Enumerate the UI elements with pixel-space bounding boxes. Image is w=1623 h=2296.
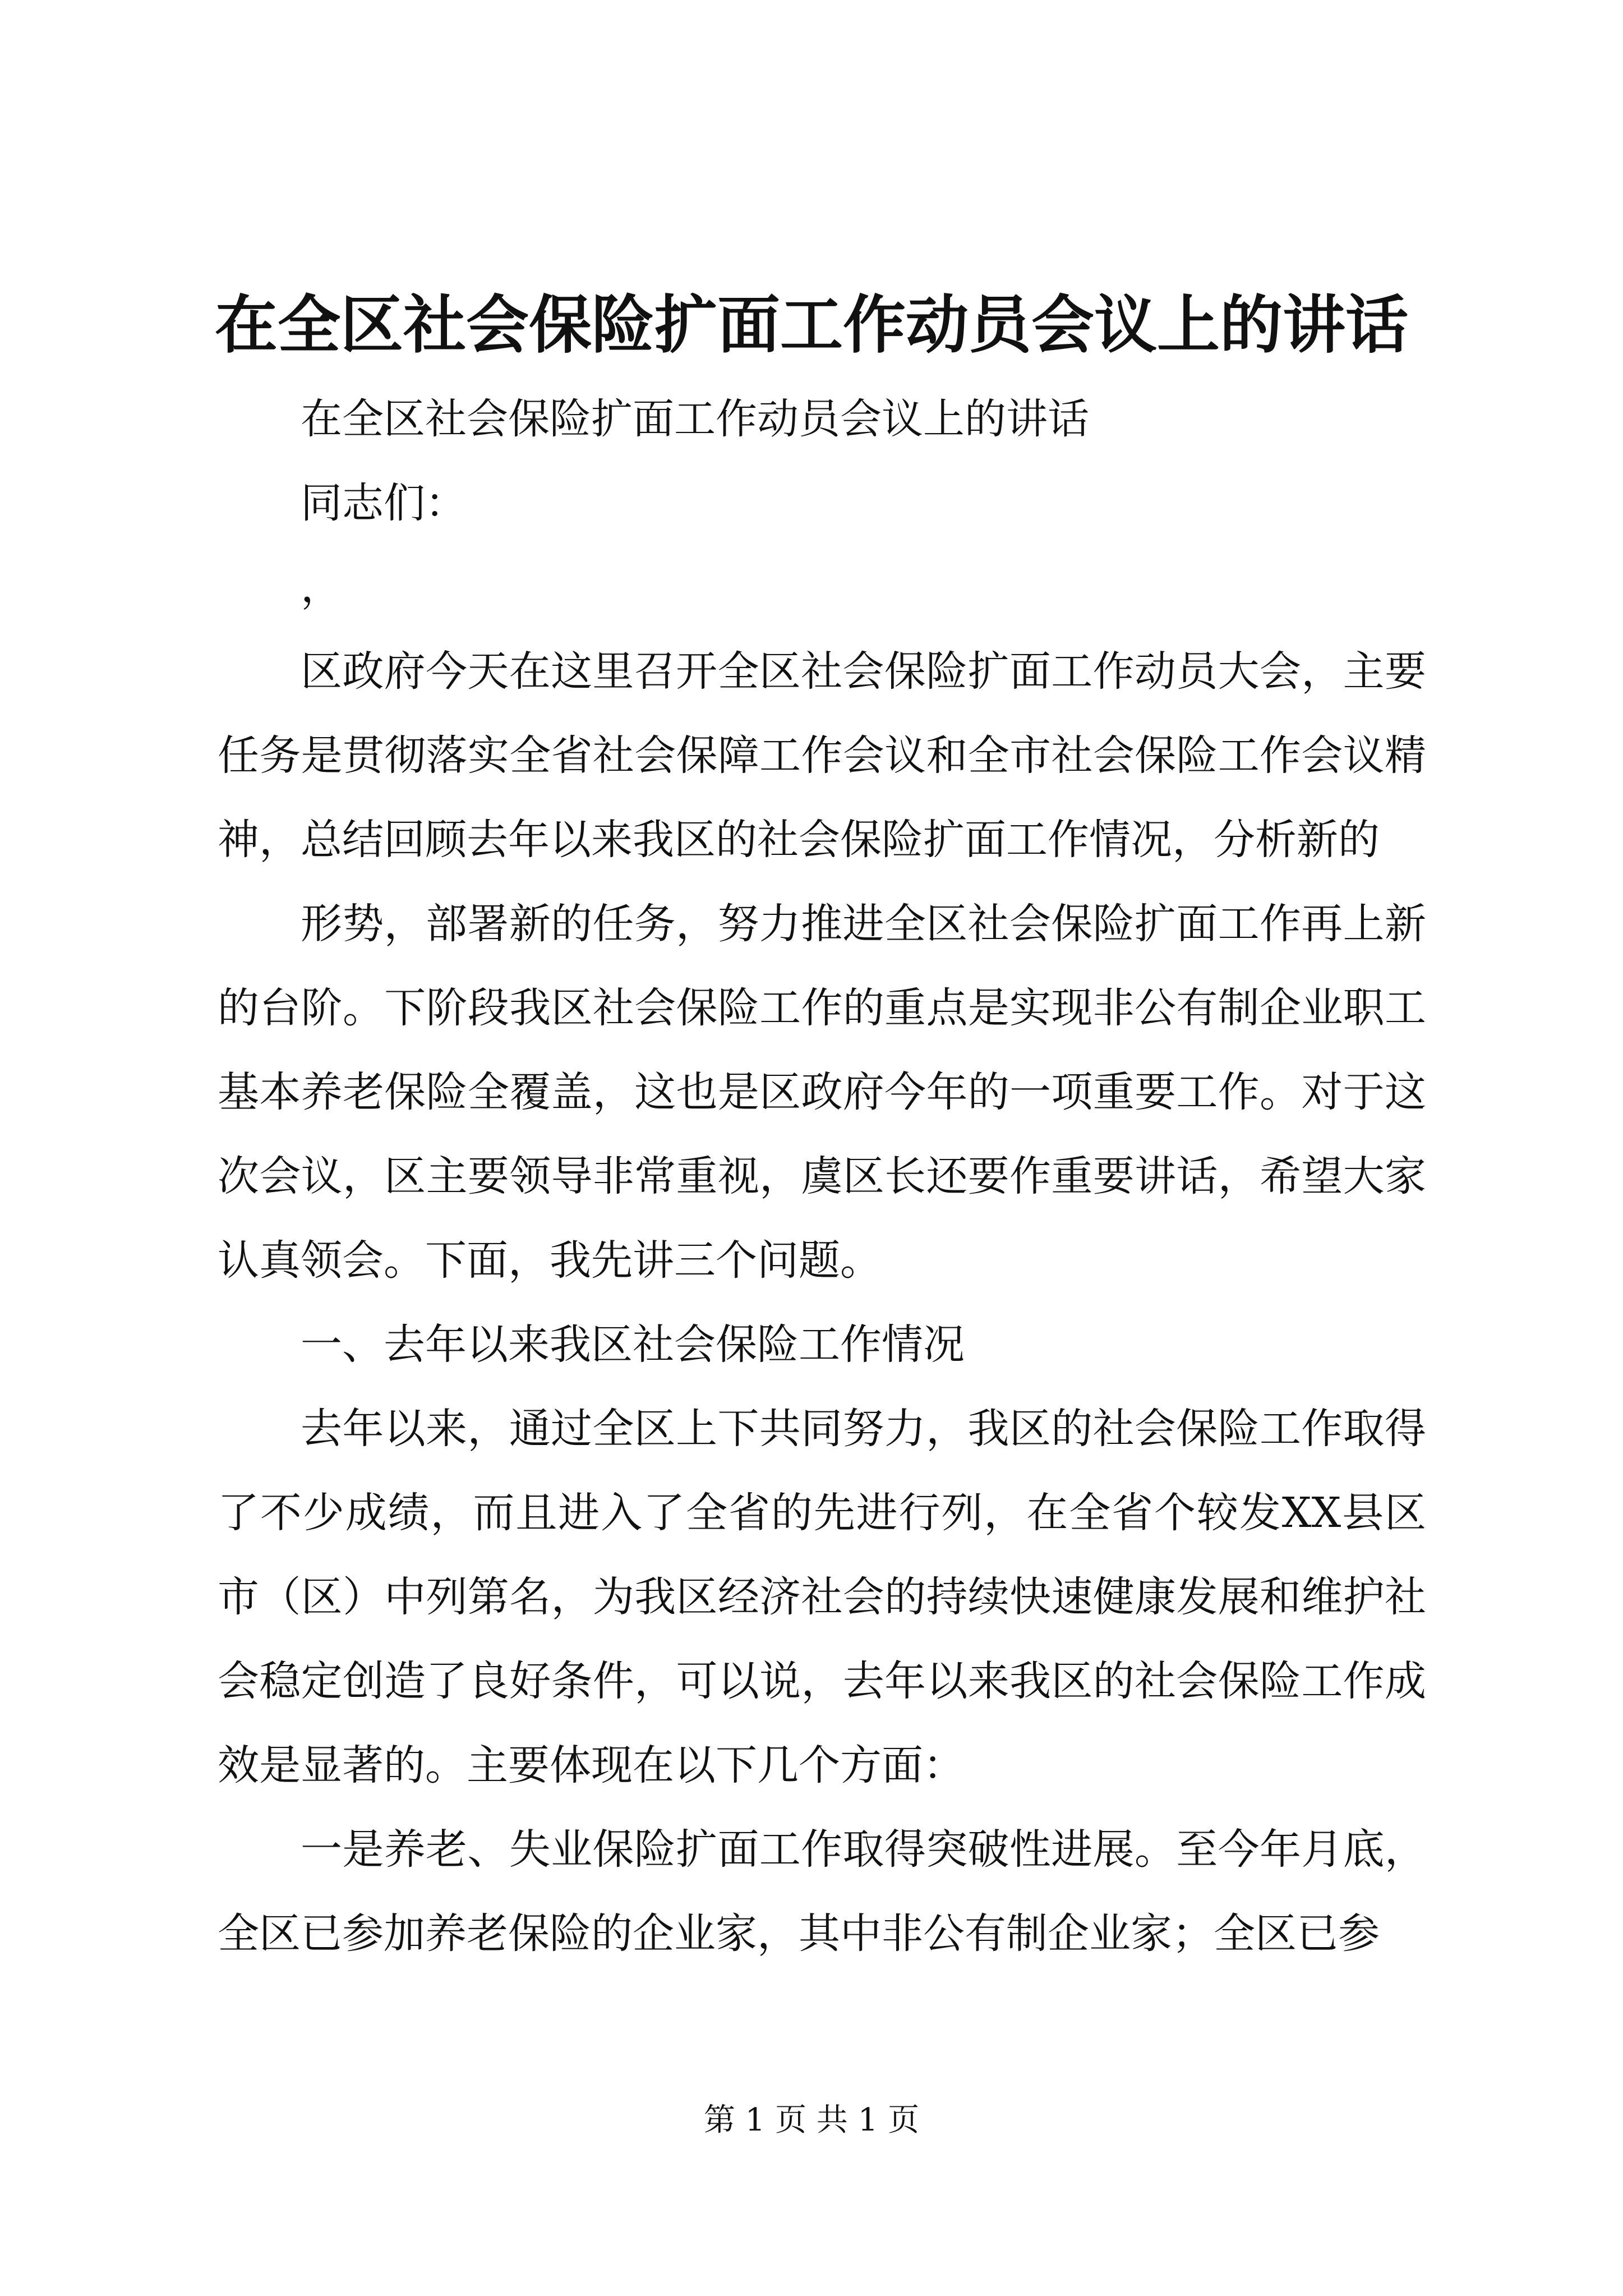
body-paragraph: 区政府今天在这里召开全区社会保险扩面工作动员大会，主要任务是贯彻落实全省社会保障工作会议和全市社会保险工作会议精神，总结回顾去年以来我区的社会保险扩面工作情况，分析新的: [218, 647, 1426, 864]
document-title: 在全区社会保险扩面工作动员会议上的讲话: [215, 288, 1408, 362]
document-body: [218, 377, 1426, 1976]
section-heading: 一、去年以来我区社会保险工作情况: [301, 1320, 965, 1369]
subtitle-paragraph: 在全区社会保险扩面工作动员会议上的讲话: [301, 395, 1089, 443]
salutation-paragraph: 同志们：: [301, 479, 467, 527]
page-footer: 第 1 页 共 1 页: [703, 2102, 920, 2138]
comma-paragraph: ，: [301, 563, 342, 611]
body-paragraph: 去年以来，通过全区上下共同努力，我区的社会保险工作取得了不少成绩，而且进入了全省的先进行列，在全省个较发XX县区市（区）中列第名，为我区经济社会的持续快速健康发展和维护社会稳定创造了良好条件，可以说，去年以来我区的社会保险工作成效是显著的。主要体现在以下几个方面：: [218, 1405, 1426, 1789]
body-paragraph: 形势，部署新的任务，努力推进全区社会保险扩面工作再上新的台阶。下阶段我区社会保险工作的重点是实现非公有制企业职工基本养老保险全覆盖，这也是区政府今年的一项重要工作。对于这次会议，区主要领导非常重视，虞区长还要作重要讲话，希望大家认真领会。下面，我先讲三个问题。: [218, 900, 1426, 1285]
body-paragraph: 一是养老、失业保险扩面工作取得突破性进展。至今年月底，全区已参加养老保险的企业家，其中非公有制企业家；全区已参: [218, 1825, 1426, 1958]
